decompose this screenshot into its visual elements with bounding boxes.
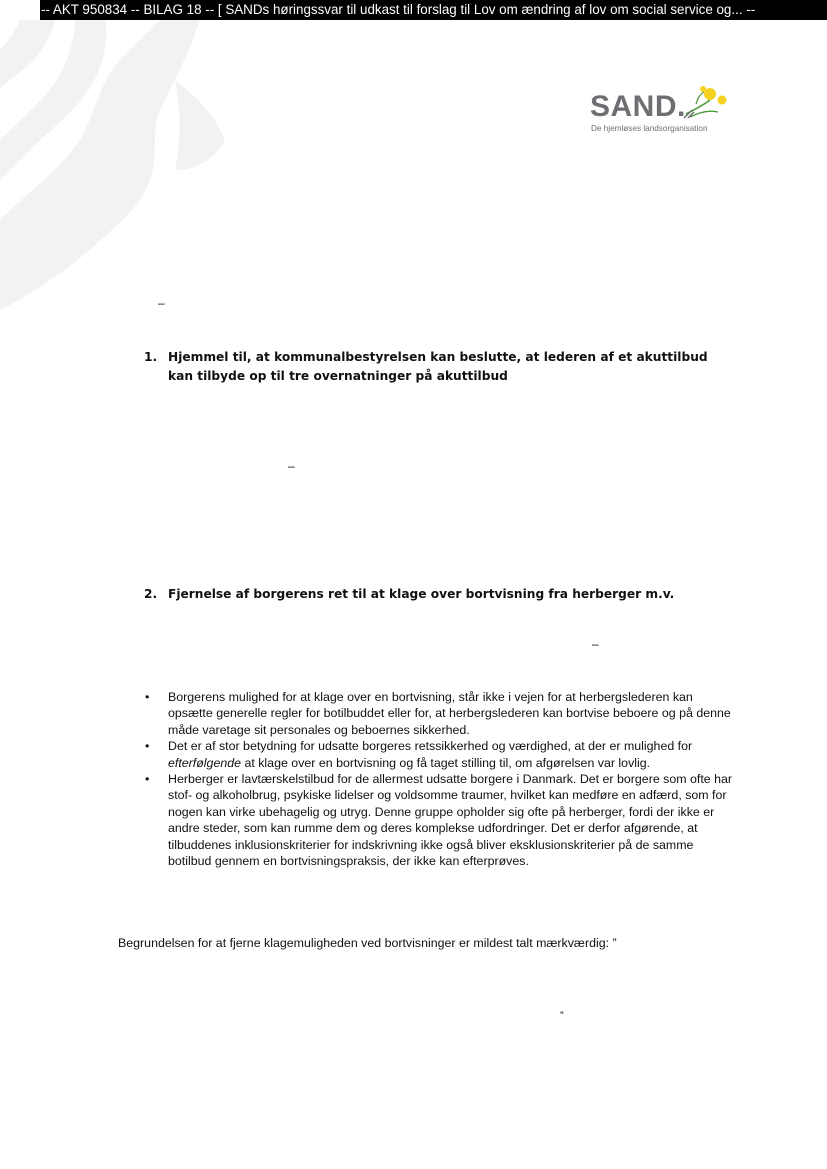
document-header-banner: -- AKT 950834 -- BILAG 18 -- [ SANDs høringssvar til udkast til forslag til Lov om ændring af lov om social service og... --	[40, 0, 827, 20]
dash-mark: –	[288, 459, 295, 473]
section-title: Fjernelse af borgerens ret til at klage over bortvisning fra herberger m.v.	[168, 587, 675, 601]
closing-quote-mark: ”	[560, 1010, 564, 1022]
argument-list	[145, 689, 735, 869]
dash-mark: –	[158, 296, 165, 310]
logo-wordmark: SAND.	[590, 90, 686, 123]
list-item-text: Det er af stor betydning for udsatte borgeres retssikkerhed og værdighed, at der er mulighed for	[168, 739, 693, 754]
logo-tagline: De hjemløses landsorganisation	[591, 124, 708, 133]
list-item	[145, 771, 735, 869]
dash-mark: –	[592, 637, 599, 651]
dandelion-logo-icon	[680, 84, 730, 120]
closing-paragraph: Begrundelsen for at fjerne klagemuligheden ved bortvisninger er mildest talt mærkværdig: ”	[118, 936, 617, 950]
section-number: 2.	[144, 587, 158, 601]
list-item	[145, 689, 735, 738]
section-number: 1.	[144, 350, 158, 364]
bullet-marker: •	[145, 739, 150, 754]
emphasized-text: efterfølgende	[168, 755, 242, 770]
list-item-text: at klage over en bortvisning og få taget stilling til, om afgørelsen var lovlig.	[241, 755, 651, 770]
section-title: Hjemmel til, at kommunalbestyrelsen kan beslutte, at lederen af et akuttilbud kan tilbyde op til tre overnatninger på akuttilbud	[168, 350, 708, 383]
list-item-text: Borgerens mulighed for at klage over en bortvisning, står ikke i vejen for at herbergslederen kan opsætte generelle regler for botilbuddet eller for, at herbergslederen kan bortvise beboere og på denne måde varetage sit personales og beboernes sikkerhed.	[168, 690, 731, 737]
dandelion-watermark-icon	[0, 20, 230, 310]
bullet-marker: •	[145, 772, 150, 787]
list-item-text: Herberger er lavtærskelstilbud for de allermest udsatte borgere i Danmark. Det er borgere som ofte har stof- og alkoholbrug, psykiske lidelser og voldsomme traumer, hvilket kan medføre en adfærd, som for nogen kan virke ubehagelig og utryg. Denne gruppe opholder sig ofte på herberger, fordi der ikke er andre steder, som kan rumme dem og deres komplekse udfordringer. Det er derfor afgørende, at tilbuddenes inklusionskriterier for indskrivning ikke også bliver eksklusionskriterier på de samme botilbud gennem en bortvisningspraksis, der ikke kan efterprøves.	[168, 772, 733, 869]
sand-logo	[588, 84, 738, 136]
list-item	[145, 738, 735, 771]
bullet-marker: •	[145, 690, 150, 704]
